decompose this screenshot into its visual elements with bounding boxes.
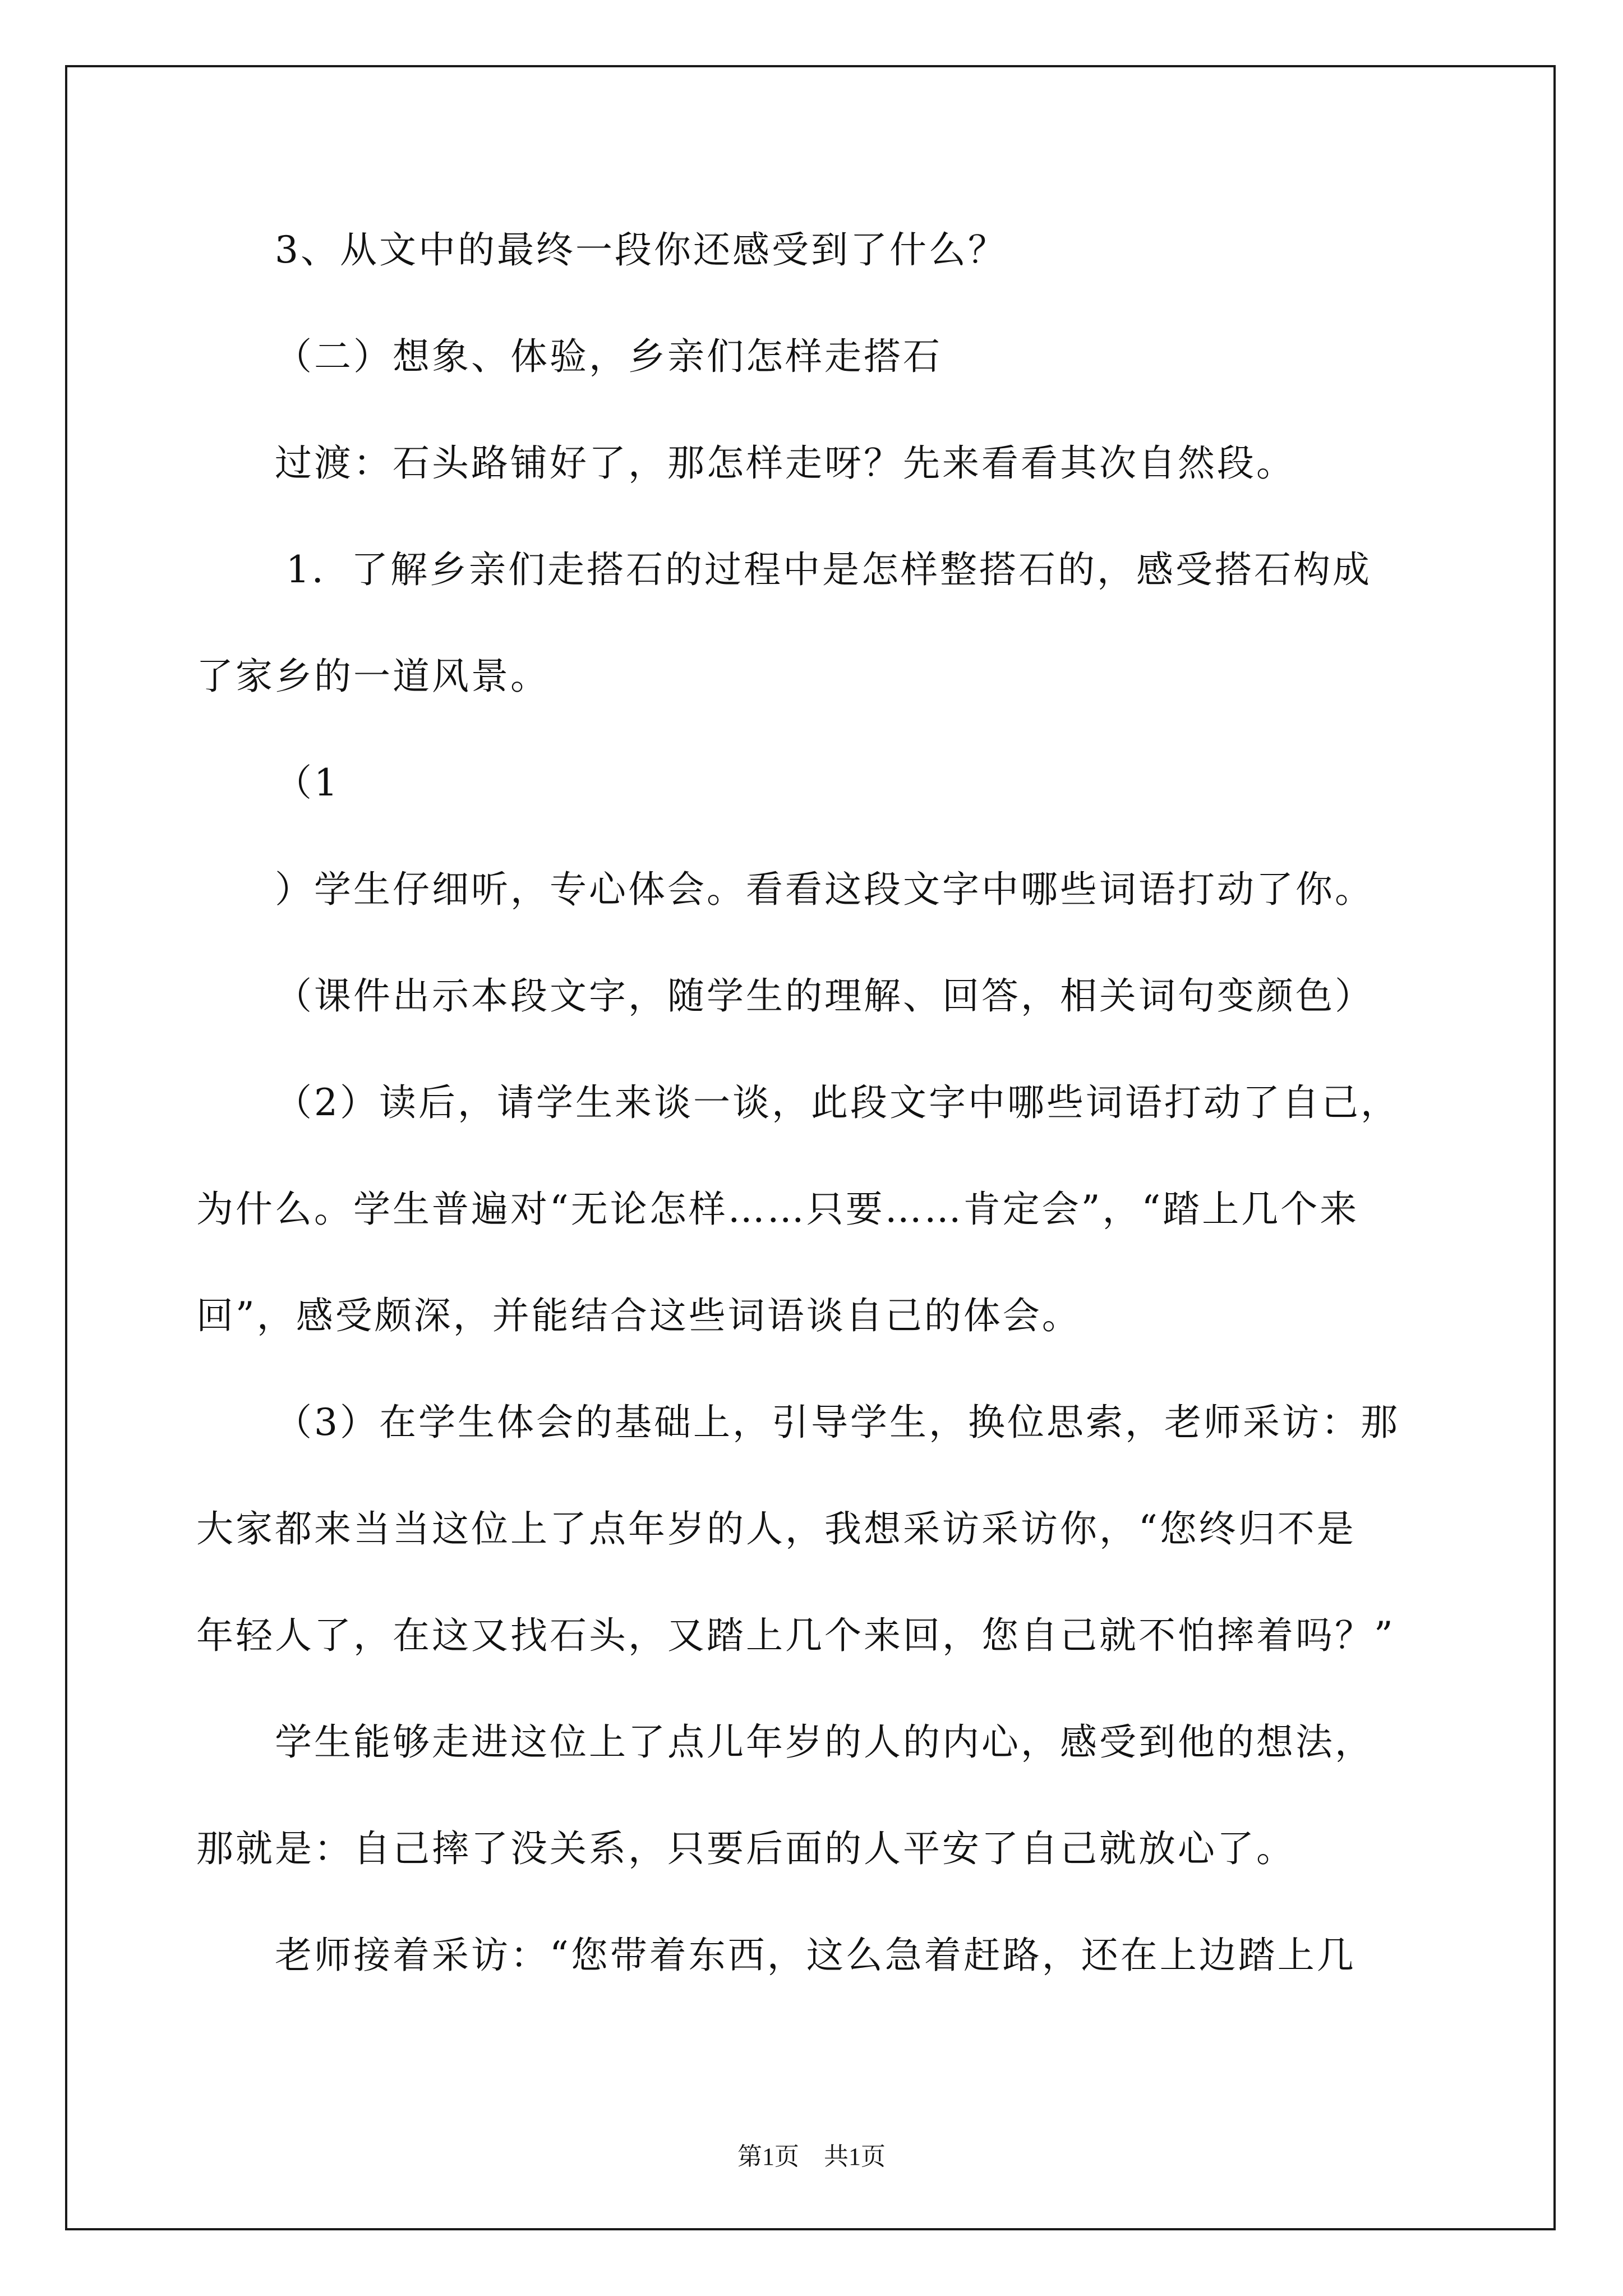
paragraph-point-1-cont: 了家乡的一道风景。 [196, 655, 550, 698]
paragraph-item-3-cont-1: 大家都来当当这位上了点年岁的人，我想采访采访你，“您终归不是 [196, 1507, 1356, 1550]
paragraph-item-2: （2）读后，请学生来谈一谈，此段文字中哪些词语打动了自己， [275, 1081, 1400, 1124]
paragraph-transition: 过渡：石头路铺好了，那怎样走呀？先来看看其次自然段。 [275, 441, 1295, 485]
paragraph-teacher-interview: 老师接着采访：“您带着东西，这么急着赶路，还在上边踏上几 [275, 1934, 1356, 1977]
paragraph-item-1: ）学生仔细听，专心体会。看看这段文字中哪些词语打动了你。 [275, 868, 1374, 911]
paragraph-student-response: 学生能够走进这位上了点儿年岁的人的内心，感受到他的想法， [275, 1720, 1374, 1764]
section-heading: （二）想象、体验，乡亲们怎样走搭石 [275, 335, 942, 378]
paragraph-student-response-cont: 那就是：自己摔了没关系，只要后面的人平安了自己就放心了。 [196, 1827, 1295, 1870]
paragraph-q3: 3、从文中的最终一段你还感受到了什么？ [275, 228, 1007, 272]
paragraph-item-2-cont-1: 为什么。学生普遍对“无论怎样……只要……肯定会”，“踏上几个来 [196, 1188, 1359, 1231]
paragraph-item-3-cont-2: 年轻人了，在这又找石头，又踏上几个来回，您自己就不怕摔着吗？” [196, 1614, 1395, 1657]
paragraph-courseware-note: （课件出示本段文字，随学生的理解、回答，相关词句变颜色） [275, 974, 1374, 1018]
paragraph-item-3: （3）在学生体会的基础上，引导学生，换位思索，老师采访：那 [275, 1401, 1400, 1444]
page-border [65, 65, 1556, 2230]
paragraph-item-2-cont-2: 回”，感受颇深，并能结合这些词语谈自己的体会。 [196, 1294, 1081, 1337]
paragraph-point-1: 1．了解乡亲们走搭石的过程中是怎样整搭石的，感受搭石构成 [286, 548, 1372, 591]
paragraph-item-1-label: （1 [275, 761, 340, 804]
page-number-footer: 第1页 共1页 [737, 2143, 886, 2170]
